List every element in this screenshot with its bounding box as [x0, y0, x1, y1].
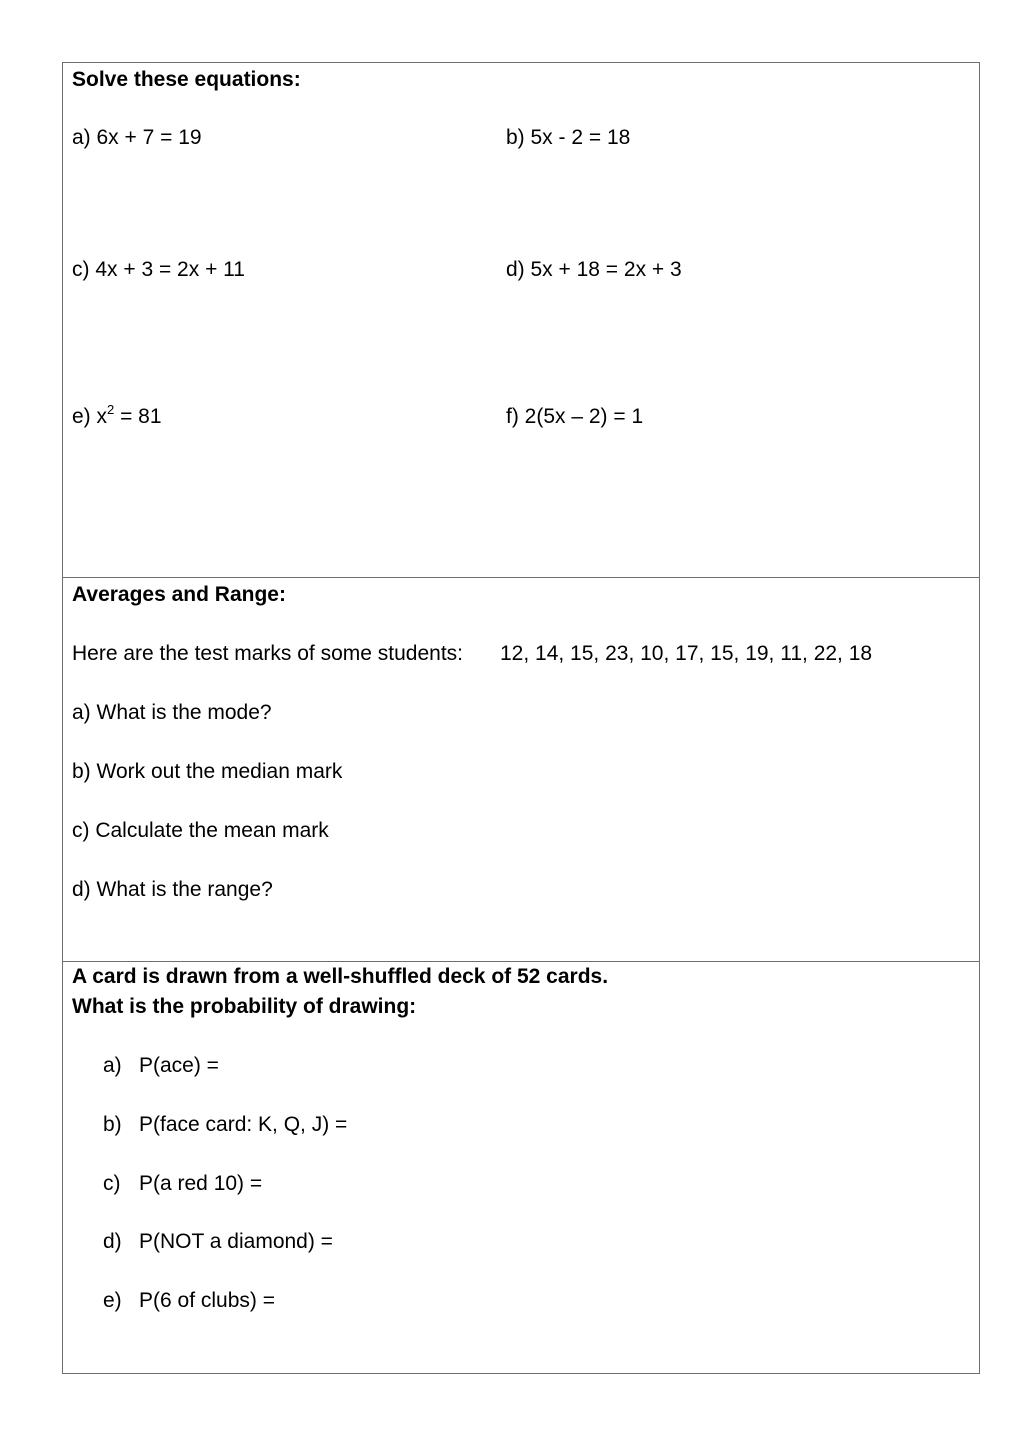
probability-item-letter: d): [103, 1230, 122, 1253]
averages-intro: Here are the test marks of some students:: [72, 642, 464, 665]
worksheet-table: [62, 62, 980, 1374]
probability-item-letter: b): [103, 1113, 122, 1136]
probability-heading-line2: What is the probability of drawing:: [72, 995, 417, 1018]
equation-e-suffix: = 81: [114, 405, 162, 428]
probability-item-text: P(face card: K, Q, J) =: [139, 1113, 348, 1136]
probability-item-text: P(a red 10) =: [139, 1172, 263, 1195]
equation-c: c) 4x + 3 = 2x + 11: [72, 258, 245, 281]
equation-e-prefix: e) x: [72, 405, 108, 428]
probability-item-letter: c): [103, 1172, 121, 1195]
equation-b: b) 5x - 2 = 18: [506, 126, 631, 149]
averages-question-d: d) What is the range?: [72, 878, 273, 901]
averages-section: [63, 578, 979, 962]
probability-heading-line1: A card is drawn from a well-shuffled deck of 52 cards.: [72, 965, 609, 988]
averages-question-c: c) Calculate the mean mark: [72, 819, 329, 842]
equation-d: d) 5x + 18 = 2x + 3: [506, 258, 682, 281]
averages-marks: 12, 14, 15, 23, 10, 17, 15, 19, 11, 22, 18: [500, 642, 873, 665]
equation-f: f) 2(5x – 2) = 1: [506, 405, 644, 428]
probability-item-text: P(ace) =: [139, 1054, 219, 1077]
equation-e-exponent: 2: [107, 402, 115, 417]
equations-heading: Solve these equations:: [72, 68, 301, 91]
averages-heading: Averages and Range:: [72, 583, 286, 606]
probability-item-letter: e): [103, 1289, 122, 1312]
equations-section: [63, 63, 979, 578]
equation-e: [72, 403, 162, 431]
averages-question-a: a) What is the mode?: [72, 701, 272, 724]
equation-a: a) 6x + 7 = 19: [72, 126, 202, 149]
probability-item-text: P(NOT a diamond) =: [139, 1230, 333, 1253]
probability-item-text: P(6 of clubs) =: [139, 1289, 275, 1312]
averages-question-b: b) Work out the median mark: [72, 760, 343, 783]
probability-item-letter: a): [103, 1054, 122, 1077]
probability-section: [63, 962, 979, 1373]
